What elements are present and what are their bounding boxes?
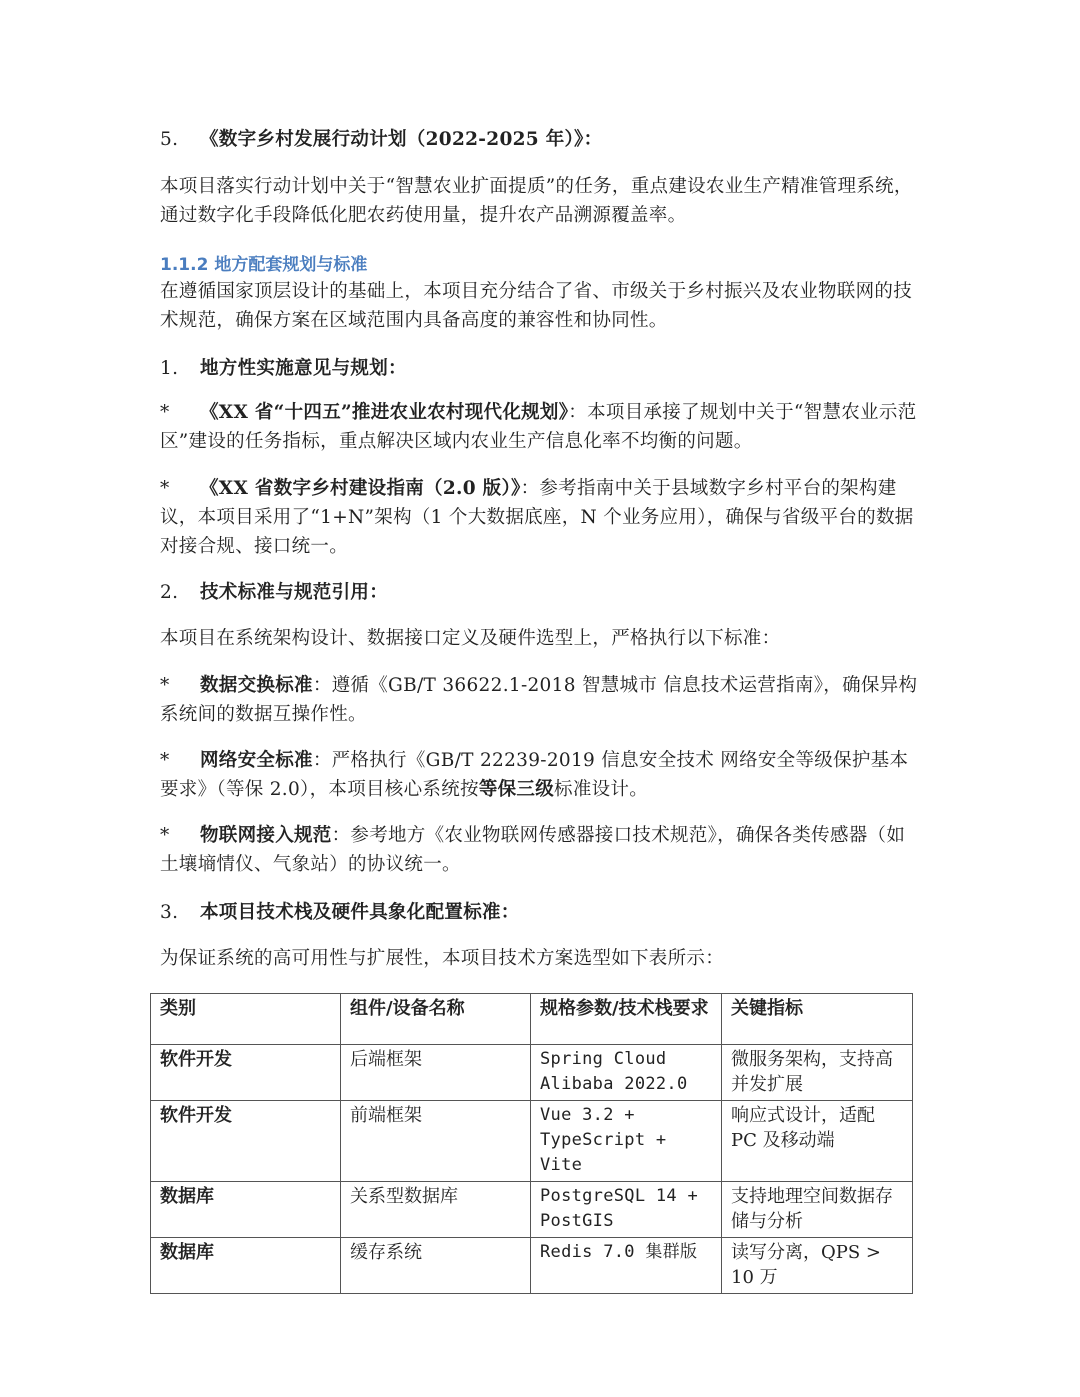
- bullet-marker: *: [160, 675, 170, 696]
- bullet-item: [160, 474, 920, 561]
- section-heading: 1.1.2 地方配套规划与标准: [160, 255, 368, 275]
- paragraph: 在遵循国家顶层设计的基础上，本项目充分结合了省、市级关于乡村振兴及农业物联网的技术规范，确保方案在区域范围内具备高度的兼容性和协同性。: [160, 281, 913, 331]
- table-cell: 关系型数据库: [341, 1182, 531, 1238]
- bullet-text: ：严格执行《GB/T 22239-2019 信息安全技术 网络安全等级保护基本要求》（等保 2.0），本项目核心系统按: [160, 750, 909, 800]
- table-cell: 数据库: [151, 1238, 341, 1294]
- table-cell: 支持地理空间数据存储与分析: [722, 1182, 913, 1238]
- bullet-text: ：遵循《GB/T 36622.1-2018 智慧城市 信息技术运营指南》，确保异构系统间的数据互操作性。: [160, 675, 918, 725]
- table-cell: 缓存系统: [341, 1238, 531, 1294]
- bullet-emphasis: 等保三级: [478, 779, 555, 800]
- bullet-title: 《XX 省“十四五”推进农业农村现代化规划》: [200, 402, 569, 423]
- table-cell: Vue 3.2 + TypeScript + Vite: [531, 1101, 722, 1182]
- table-cell: 微服务架构，支持高并发扩展: [722, 1045, 913, 1101]
- table-cell: 读写分离，QPS > 10 万: [722, 1238, 913, 1294]
- table-header-row: [151, 994, 913, 1045]
- table-cell: PostgreSQL 14 + PostGIS: [531, 1182, 722, 1238]
- table-header-cell: 组件/设备名称: [341, 994, 531, 1045]
- list-title: 技术标准与规范引用：: [200, 582, 389, 603]
- table-cell: 软件开发: [151, 1045, 341, 1101]
- list-number: 5.: [160, 129, 179, 150]
- table-cell: 数据库: [151, 1182, 341, 1238]
- bullet-item: [160, 746, 920, 804]
- table-cell: Spring Cloud Alibaba 2022.0: [531, 1045, 722, 1101]
- list-title: 地方性实施意见与规划：: [200, 358, 407, 379]
- list-title: 本项目技术栈及硬件具象化配置标准：: [200, 902, 520, 923]
- table-cell: 前端框架: [341, 1101, 531, 1182]
- list-item-2: [160, 578, 920, 607]
- bullet-text: ：本项目承接了规划中关于“智慧农业示范区”建设的任务指标，重点解决区域内农业生产信息化率不均衡的问题。: [160, 402, 917, 452]
- bullet-marker: *: [160, 478, 170, 499]
- list-item-3: [160, 898, 920, 927]
- table-row: [151, 1101, 913, 1182]
- bullet-marker: *: [160, 750, 170, 771]
- list-title: 《数字乡村发展行动计划（2022-2025 年）》：: [200, 129, 603, 150]
- bullet-text: ：参考地方《农业物联网传感器接口技术规范》，确保各类传感器（如土壤墒情仪、气象站）的协议统一。: [160, 825, 906, 875]
- table-header-cell: 关键指标: [722, 994, 913, 1045]
- bullet-marker: *: [160, 402, 170, 423]
- bullet-title: 《XX 省数字乡村建设指南（2.0 版）》: [200, 478, 521, 499]
- bullet-title: 物联网接入规范: [200, 825, 332, 846]
- bullet-marker: *: [160, 825, 170, 846]
- list-number: 1.: [160, 358, 179, 379]
- list-number: 2.: [160, 582, 179, 603]
- table-cell: 软件开发: [151, 1101, 341, 1182]
- table-row: [151, 1182, 913, 1238]
- bullet-text: 标准设计。: [554, 779, 649, 800]
- table-row: [151, 1045, 913, 1101]
- table-cell: Redis 7.0 集群版: [531, 1238, 722, 1294]
- bullet-item: [160, 671, 920, 729]
- table-cell: 响应式设计，适配 PC 及移动端: [722, 1101, 913, 1182]
- bullet-title: 数据交换标准: [200, 675, 313, 696]
- paragraph: 本项目在系统架构设计、数据接口定义及硬件选型上，严格执行以下标准：: [160, 628, 781, 649]
- table-header-cell: 类别: [151, 994, 341, 1045]
- list-item-1: [160, 354, 920, 383]
- spec-table: [150, 993, 913, 1294]
- list-item-5: [160, 125, 920, 154]
- bullet-item: [160, 821, 920, 879]
- list-number: 3.: [160, 902, 179, 923]
- bullet-item: [160, 398, 920, 456]
- table-row: [151, 1238, 913, 1294]
- bullet-text: ：参考指南中关于县域数字乡村平台的架构建议，本项目采用了“1+N”架构（1 个大数据底座，N 个业务应用），确保与省级平台的数据对接合规、接口统一。: [160, 478, 914, 557]
- table-header-cell: 规格参数/技术栈要求: [531, 994, 722, 1045]
- bullet-title: 网络安全标准: [200, 750, 313, 771]
- paragraph: 为保证系统的高可用性与扩展性，本项目技术方案选型如下表所示：: [160, 948, 725, 969]
- table-cell: 后端框架: [341, 1045, 531, 1101]
- paragraph: 本项目落实行动计划中关于“智慧农业扩面提质”的任务，重点建设农业生产精准管理系统，通过数字化手段降低化肥农药使用量，提升农产品溯源覆盖率。: [160, 176, 913, 226]
